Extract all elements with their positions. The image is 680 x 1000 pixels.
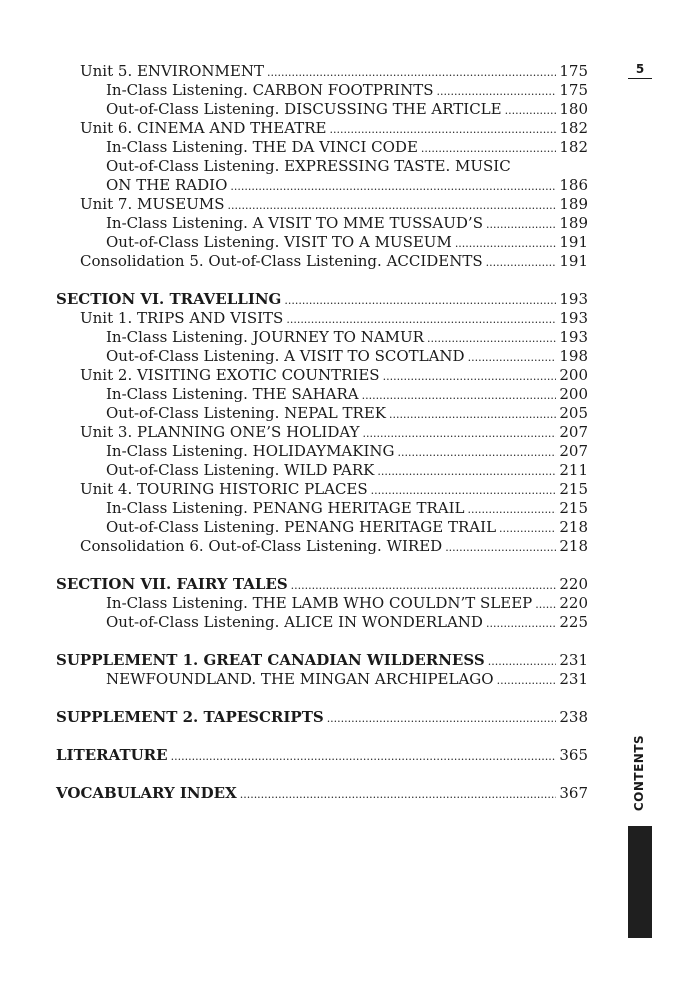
toc-leader-dots bbox=[383, 367, 557, 386]
toc-entry-title: SECTION VI. TRAVELLING bbox=[56, 290, 282, 308]
toc-leader-dots bbox=[227, 196, 556, 215]
toc-leader-dots bbox=[171, 747, 557, 766]
toc-entry-title: Out-of-Class Listening. NEPAL TREK bbox=[106, 404, 386, 422]
toc-entry-title: In-Class Listening. THE LAMB WHO COULDN’T SLEEP bbox=[106, 594, 533, 612]
toc-leader-dots bbox=[486, 614, 556, 633]
toc-entry-title-line: Out-of-Class Listening. EXPRESSING TASTE. MUSIC bbox=[106, 157, 511, 175]
toc-entry-title: SUPPLEMENT 1. GREAT CANADIAN WILDERNESS bbox=[56, 651, 485, 669]
toc-leader-dots bbox=[267, 63, 556, 82]
toc-entry-page: 231 bbox=[559, 651, 588, 669]
toc-entry-page: 198 bbox=[559, 347, 588, 365]
toc-entry-page: 365 bbox=[559, 746, 588, 764]
toc-entry bbox=[56, 233, 588, 252]
toc-entry bbox=[56, 176, 588, 195]
toc-section-entry bbox=[56, 746, 588, 765]
toc-entry-title: Out-of-Class Listening. WILD PARK bbox=[106, 461, 375, 479]
toc-entry-title: In-Class Listening. THE DA VINCI CODE bbox=[106, 138, 418, 156]
toc-leader-dots bbox=[486, 215, 556, 234]
toc-entry bbox=[56, 499, 588, 518]
toc-entry-title: Out-of-Class Listening. PENANG HERITAGE TRAIL bbox=[106, 518, 497, 536]
toc-entry-title: In-Class Listening. THE SAHARA bbox=[106, 385, 359, 403]
toc-entry-title: Unit 3. PLANNING ONE’S HOLIDAY bbox=[80, 423, 360, 441]
toc-entry-title: Out-of-Class Listening. ALICE IN WONDERLAND bbox=[106, 613, 483, 631]
side-label-text: CONTENTS bbox=[632, 734, 646, 812]
toc-leader-dots bbox=[427, 329, 556, 348]
toc-entry-page: 200 bbox=[559, 366, 588, 384]
toc-entry-page: 180 bbox=[559, 100, 588, 118]
toc-entry-page: 205 bbox=[559, 404, 588, 422]
toc-entry-page: 200 bbox=[559, 385, 588, 403]
toc-entry-title: SECTION VII. FAIRY TALES bbox=[56, 575, 288, 593]
toc-entry-title: VOCABULARY INDEX bbox=[56, 784, 237, 802]
toc-entry-page: 231 bbox=[559, 670, 588, 688]
toc-leader-dots bbox=[455, 234, 557, 253]
toc-leader-dots bbox=[421, 139, 556, 158]
toc-entry bbox=[56, 518, 588, 537]
toc-entry bbox=[56, 366, 588, 385]
toc-entry-page: 189 bbox=[559, 214, 588, 232]
toc-leader-dots bbox=[240, 785, 557, 804]
toc-entry bbox=[56, 328, 588, 347]
toc-entry bbox=[56, 214, 588, 233]
toc-entry bbox=[56, 461, 588, 480]
toc-leader-dots bbox=[535, 595, 556, 614]
toc-leader-dots bbox=[377, 462, 556, 481]
toc-entry-page: 225 bbox=[559, 613, 588, 631]
toc-entry bbox=[56, 613, 588, 632]
toc-entry-page: 175 bbox=[559, 81, 588, 99]
toc-entry-page: 182 bbox=[559, 138, 588, 156]
toc-leader-dots bbox=[284, 291, 556, 310]
toc-leader-dots bbox=[488, 652, 557, 671]
toc-leader-dots bbox=[468, 348, 557, 367]
toc-leader-dots bbox=[445, 538, 556, 557]
toc-entry bbox=[56, 480, 588, 499]
toc-entry-page: 215 bbox=[559, 499, 588, 517]
toc-entry bbox=[56, 81, 588, 100]
toc-leader-dots bbox=[497, 671, 557, 690]
toc-entry bbox=[56, 537, 588, 556]
toc-section-entry bbox=[56, 651, 588, 670]
toc-leader-dots bbox=[329, 120, 556, 139]
toc-entry bbox=[56, 423, 588, 442]
toc-leader-dots bbox=[327, 709, 557, 728]
toc-entry-page: 218 bbox=[559, 537, 588, 555]
toc-entry bbox=[56, 442, 588, 461]
toc-entry-page: 193 bbox=[559, 290, 588, 308]
toc-entry-title: Out-of-Class Listening. A VISIT TO SCOTLAND bbox=[106, 347, 465, 365]
toc-leader-dots bbox=[468, 500, 557, 519]
toc-entry-title: Consolidation 6. Out-of-Class Listening. WIRED bbox=[80, 537, 443, 555]
toc-entry-title: Consolidation 5. Out-of-Class Listening. ACCIDENTS bbox=[80, 252, 483, 270]
toc-leader-dots bbox=[436, 82, 556, 101]
toc-entry-page: 218 bbox=[559, 518, 588, 536]
toc-entry bbox=[56, 309, 588, 328]
toc-entry-page: 191 bbox=[559, 252, 588, 270]
toc-entry-title: In-Class Listening. HOLIDAYMAKING bbox=[106, 442, 395, 460]
toc-leader-dots bbox=[505, 101, 557, 120]
toc-entry-title: Unit 6. CINEMA AND THEATRE bbox=[80, 119, 327, 137]
toc-entry-title: In-Class Listening. PENANG HERITAGE TRAIL bbox=[106, 499, 465, 517]
toc-entry-page: 207 bbox=[559, 442, 588, 460]
toc-entry-page: 175 bbox=[559, 62, 588, 80]
toc-entry-page: 211 bbox=[559, 461, 588, 479]
toc-entry-title: In-Class Listening. CARBON FOOTPRINTS bbox=[106, 81, 434, 99]
toc-entry bbox=[56, 138, 588, 157]
toc-leader-dots bbox=[291, 576, 557, 595]
toc-entry bbox=[56, 100, 588, 119]
toc-entry bbox=[56, 119, 588, 138]
toc-entry bbox=[56, 385, 588, 404]
toc-entry-page: 182 bbox=[559, 119, 588, 137]
page-number: 5 bbox=[628, 62, 652, 79]
toc-entry bbox=[56, 62, 588, 81]
toc-entry-title: Unit 1. TRIPS AND VISITS bbox=[80, 309, 284, 327]
toc-leader-dots bbox=[499, 519, 556, 538]
toc-entry-page: 220 bbox=[559, 594, 588, 612]
toc-leader-dots bbox=[389, 405, 556, 424]
toc-entry-title: SUPPLEMENT 2. TAPESCRIPTS bbox=[56, 708, 324, 726]
toc-section-entry bbox=[56, 290, 588, 309]
toc-entry-title: Out-of-Class Listening. VISIT TO A MUSEUM bbox=[106, 233, 452, 251]
toc-entry-page: 193 bbox=[559, 328, 588, 346]
toc-entry-page: 367 bbox=[559, 784, 588, 802]
toc-entry-title: Unit 2. VISITING EXOTIC COUNTRIES bbox=[80, 366, 380, 384]
toc-entry-page: 238 bbox=[559, 708, 588, 726]
toc-section-entry bbox=[56, 784, 588, 803]
toc-leader-dots bbox=[230, 177, 556, 196]
thumb-index-tab bbox=[628, 826, 652, 938]
toc-entry bbox=[56, 404, 588, 423]
toc-entry-title: LITERATURE bbox=[56, 746, 168, 764]
toc-entry bbox=[56, 252, 588, 271]
toc-entry-title: Unit 5. ENVIRONMENT bbox=[80, 62, 264, 80]
toc-entry-title: NEWFOUNDLAND. THE MINGAN ARCHIPELAGO bbox=[106, 670, 494, 688]
toc-entry bbox=[56, 594, 588, 613]
toc-leader-dots bbox=[486, 253, 557, 272]
toc-entry-page: 207 bbox=[559, 423, 588, 441]
toc-section-entry bbox=[56, 708, 588, 727]
toc-entry-page: 215 bbox=[559, 480, 588, 498]
toc-leader-dots bbox=[362, 386, 557, 405]
toc-entry-title: In-Class Listening. A VISIT TO MME TUSSAUD’S bbox=[106, 214, 483, 232]
toc-entry bbox=[56, 195, 588, 214]
toc-entry-title: Unit 4. TOURING HISTORIC PLACES bbox=[80, 480, 368, 498]
toc-entry bbox=[56, 670, 588, 689]
toc-leader-dots bbox=[398, 443, 557, 462]
toc-entry-page: 186 bbox=[559, 176, 588, 194]
side-label bbox=[622, 734, 656, 812]
toc-entry-page: 191 bbox=[559, 233, 588, 251]
toc-entry-title: In-Class Listening. JOURNEY TO NAMUR bbox=[106, 328, 424, 346]
toc-entry-page: 193 bbox=[559, 309, 588, 327]
toc-leader-dots bbox=[286, 310, 556, 329]
toc-entry-page: 189 bbox=[559, 195, 588, 213]
toc-entry-page: 220 bbox=[559, 575, 588, 593]
toc-entry-title: Out-of-Class Listening. DISCUSSING THE ARTICLE bbox=[106, 100, 502, 118]
toc-leader-dots bbox=[363, 424, 557, 443]
table-of-contents bbox=[56, 62, 588, 803]
toc-entry-title: Unit 7. MUSEUMS bbox=[80, 195, 225, 213]
toc-entry bbox=[56, 347, 588, 366]
toc-leader-dots bbox=[371, 481, 557, 500]
toc-section-entry bbox=[56, 575, 588, 594]
toc-entry-title: ON THE RADIO bbox=[106, 176, 228, 194]
